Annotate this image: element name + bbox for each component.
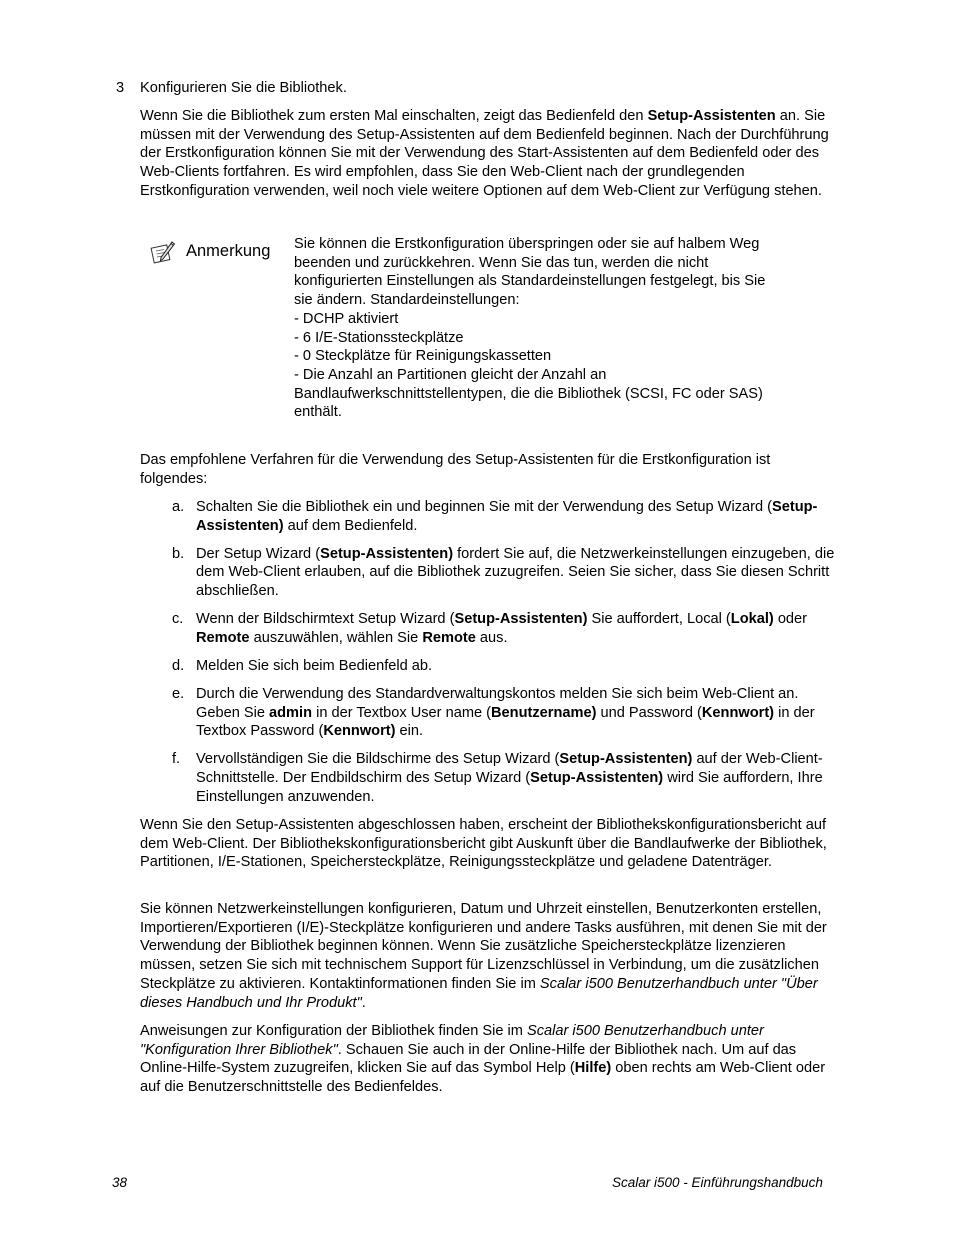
note-line: beenden und zurückkehren. Wenn Sie das tun, werden die nicht: [294, 254, 709, 271]
list-item-letter: d.: [172, 657, 185, 674]
instructions-italic-reference: Scalar i500 Benutzerhandbuch unter "Konfiguration Ihrer Bibliothek": [140, 1023, 764, 1058]
item-text: Der Setup Wizard (: [196, 545, 321, 562]
note-body: [294, 235, 814, 422]
list-item: [172, 545, 842, 601]
intro-bold-setup: Setup-Assistenten: [647, 108, 776, 124]
instructions-text: . Schauen Sie auch in der Online-Hilfe der Bibliothek nach. Um auf das Online-Hilfe-System zuzugreifen, klicken Sie auf das Symbol Help (: [140, 1041, 797, 1077]
note-line: enthält.: [294, 404, 342, 421]
item-text: in der Textbox Password (: [196, 704, 815, 740]
item-text: Wenn der Bildschirmtext Setup Wizard (: [196, 611, 455, 628]
footer-doc-title: Scalar i500 - Einführungshandbuch: [612, 1175, 823, 1190]
intro-text-1: Wenn Sie die Bibliothek zum ersten Mal einschalten, zeigt das Bedienfeld den: [140, 108, 648, 124]
item-text: Schalten Sie die Bibliothek ein und beginnen Sie mit der Verwendung des Setup Wizard (: [196, 499, 772, 515]
list-item-letter: a.: [172, 499, 185, 515]
item-text: auszuwählen, wählen Sie: [249, 629, 423, 646]
note-line: Sie können die Erstkonfiguration überspringen oder sie auf halbem Weg: [294, 236, 760, 252]
item-bold: Kennwort): [323, 723, 396, 740]
item-text: ein.: [395, 723, 424, 740]
list-item-letter: b.: [172, 545, 185, 562]
list-item: [172, 685, 842, 741]
note-line: konfigurierten Einstellungen als Standardeinstellungen festgelegt, bis Sie: [294, 273, 766, 290]
network-paragraph: [140, 900, 840, 1012]
after-setup-paragraph: Wenn Sie den Setup-Assistenten abgeschlossen haben, erscheint der Bibliothekskonfigurationsbericht auf dem Web-Client. Der Bibliothekskonfigurationsbericht gibt Auskunft über die Bandlaufwerke der Bibliothek, Partitionen, I/E-Stationen, Speichersteckplätze, Reinigungssteckplätze und geladene Datenträger.: [140, 817, 827, 871]
intro-paragraph: [140, 107, 840, 201]
list-item-letter: c.: [172, 611, 184, 628]
item-text: Durch die Verwendung des Standardverwaltungskontos melden Sie sich beim Web-Client an. Geben Sie: [196, 685, 799, 721]
instructions-paragraph: [140, 1022, 840, 1097]
item-text: Vervollständigen Sie die Bildschirme des Setup Wizard (: [196, 751, 560, 768]
list-item: [172, 610, 842, 647]
note-line: - 0 Steckplätze für Reinigungskassetten: [294, 348, 552, 365]
item-text: in der Textbox User name (: [312, 704, 492, 721]
item-text: Sie auffordert, Local (: [587, 611, 731, 628]
network-text: Sie können Netzwerkeinstellungen konfigurieren, Datum und Uhrzeit einstellen, Benutzerkonten erstellen, Importieren/Exportieren (I/E)-Steckplätze konfigurieren und andere Tasks ausführen, mit denen Sie mit der Verwendung der Bibliothek beginnen können. Wenn Sie zusätzliche Speichersteckplätze lizenzieren müssen, setzen Sie sich mit technischem Support für Lizenzschlüssel in Verbindung, um die zusätzlichen Steckplätze zu aktivieren. Kontaktinformationen finden Sie im: [140, 901, 827, 992]
item-text: auf der Web-Client-Schnittstelle. Der Endbildschirm des Setup Wizard (: [196, 751, 823, 786]
instructions-text: Anweisungen zur Konfiguration der Bibliothek finden Sie im: [140, 1023, 527, 1039]
item-text: wird Sie auffordern, Ihre Einstellungen anzuwenden.: [196, 769, 823, 805]
item-bold: admin: [269, 704, 313, 721]
note-line: - Die Anzahl an Partitionen gleicht der Anzahl an: [294, 366, 607, 383]
note-box: [150, 235, 840, 425]
step-number: 3: [116, 80, 125, 96]
item-text: fordert Sie auf, die Netzwerkeinstellungen einzugeben, die dem Web-Client erlauben, auf die Bibliothek zuzugreifen. Seien Sie sicher, dass Sie diesen Schritt abschließen.: [196, 545, 835, 600]
note-pencil-icon: [150, 241, 176, 265]
note-label: Anmerkung: [186, 242, 271, 260]
network-end: .: [361, 994, 366, 1011]
list-item: [172, 750, 842, 806]
note-line: - 6 I/E-Stationssteckplätze: [294, 329, 464, 346]
item-text: aus.: [475, 629, 508, 646]
instructions-bold-help: Hilfe): [574, 1060, 612, 1077]
note-line: sie ändern. Standardeinstellungen:: [294, 292, 520, 309]
item-bold: Setup-Assistenten): [530, 769, 664, 786]
item-bold: Setup-Assistenten): [320, 545, 454, 562]
item-bold: Remote: [422, 629, 476, 646]
network-italic-reference: Scalar i500 Benutzerhandbuch unter "Über dieses Handbuch und Ihr Produkt": [140, 975, 818, 1011]
item-bold: Kennwort): [701, 704, 775, 721]
item-text: oder: [773, 611, 808, 628]
item-bold: Setup-Assistenten): [196, 499, 818, 534]
list-item-letter: f.: [172, 751, 181, 768]
item-bold: Setup-Assistenten): [559, 751, 693, 768]
intro-text-2: an. Sie müssen mit der Verwendung des Setup-Assistenten auf dem Bedienfeld beginnen. Nach der Durchführung der Erstkonfiguration können Sie mit der Verwendung des Start-Assistenten auf dem Bedienfeld oder des Web-Clients fortfahren. Es wird empfohlen, dass Sie den Web-Client nach der grundlegenden Erstkonfiguration verwenden, weil noch viele weitere Optionen auf dem Web-Client zur Verfügung stehen.: [140, 108, 829, 199]
procedure-intro: Das empfohlene Verfahren für die Verwendung des Setup-Assistenten für die Erstkonfiguration ist folgendes:: [140, 452, 771, 487]
note-line: - DCHP aktiviert: [294, 310, 399, 327]
list-item: [172, 498, 842, 535]
procedure-list: [172, 498, 842, 816]
list-item-letter: e.: [172, 685, 185, 702]
item-bold: Lokal): [730, 611, 774, 628]
item-text: Melden Sie sich beim Bedienfeld ab.: [196, 657, 433, 674]
instructions-text: oben rechts am Web-Client oder auf die Benutzerschnittstelle des Bedienfeldes.: [140, 1060, 826, 1096]
item-bold: Benutzername): [491, 704, 597, 721]
page-number: 38: [112, 1175, 128, 1190]
step-title: Konfigurieren Sie die Bibliothek.: [140, 80, 347, 96]
item-text: auf dem Bedienfeld.: [283, 517, 418, 534]
item-bold: Setup-Assistenten): [454, 611, 588, 628]
list-item: [172, 657, 842, 676]
item-bold: Remote: [196, 629, 250, 646]
item-text: und Password (: [596, 704, 702, 721]
note-line: Bandlaufwerkschnittstellentypen, die die Bibliothek (SCSI, FC oder SAS): [294, 385, 763, 402]
